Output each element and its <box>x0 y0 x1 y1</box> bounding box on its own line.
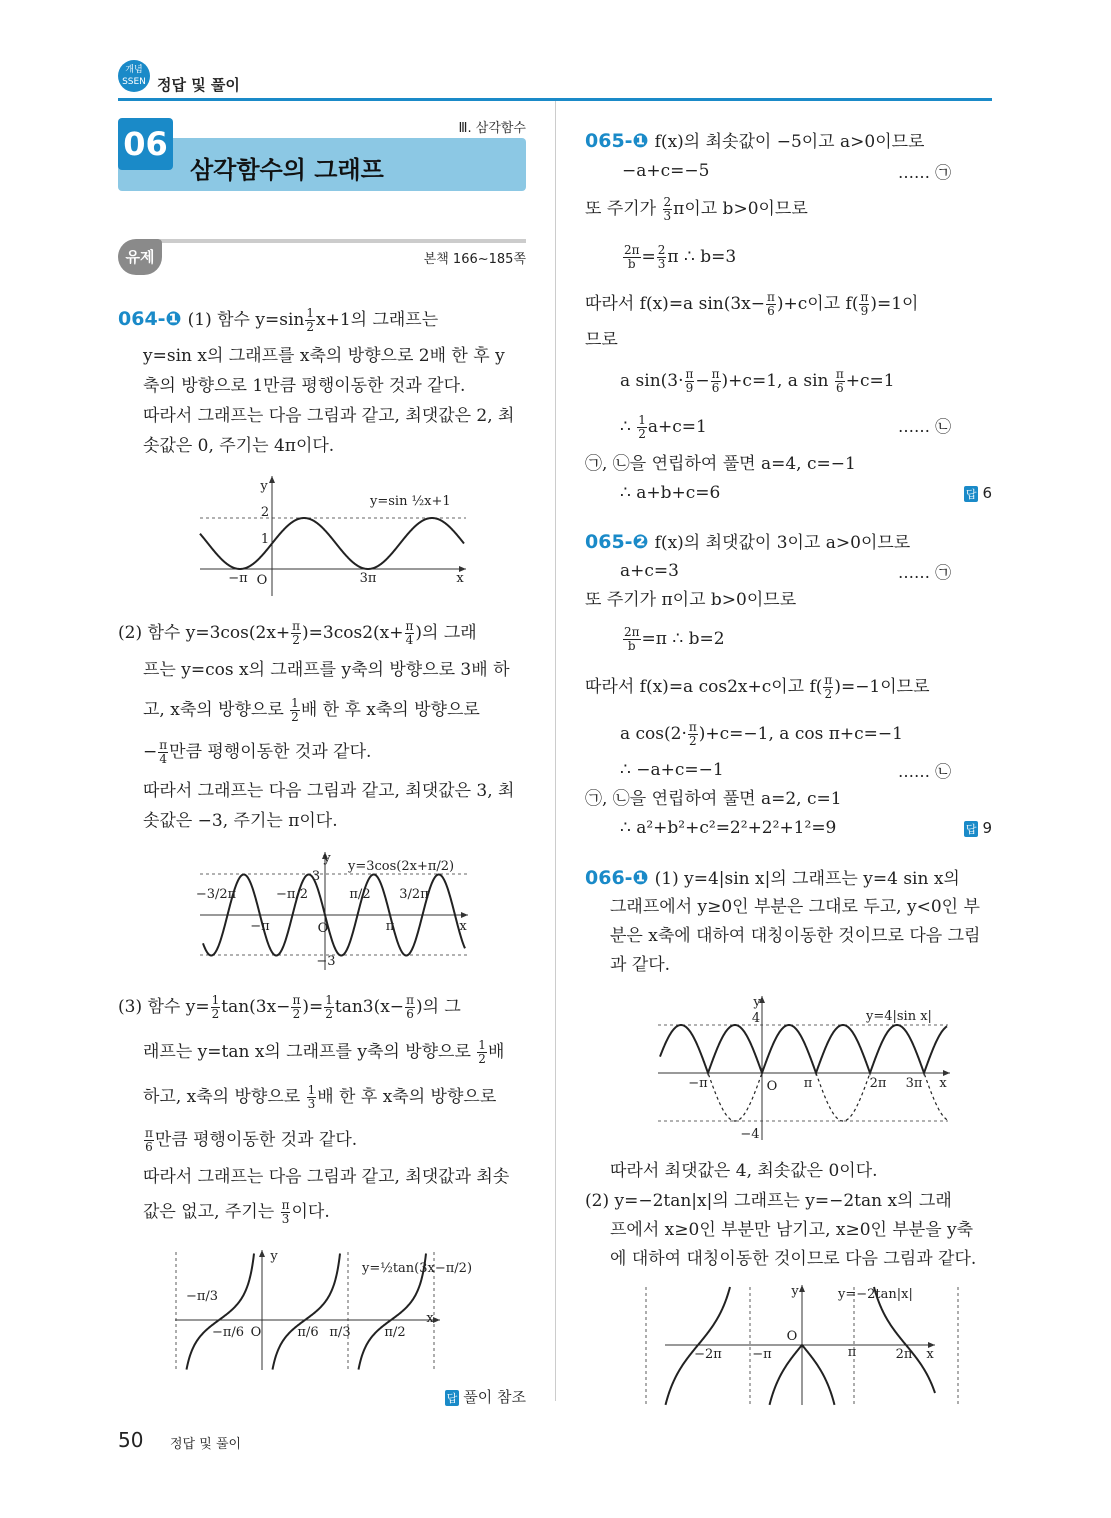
text: ∴ −a+c=−1 <box>620 760 724 780</box>
text: 또 주기가 π이고 b>0이므로 <box>585 590 797 610</box>
graph-label: y=−2tan|x| <box>838 1287 913 1302</box>
text: 배 한 후 x축의 방향으로 <box>300 700 480 720</box>
text: 에 대하여 대칭이동한 것이므로 다음 그림과 같다. <box>610 1249 977 1269</box>
fraction: $\frac{\pi}{2}$ <box>688 720 697 748</box>
tick-label: −2π <box>694 1347 722 1362</box>
fraction: $\frac{1}{3}$ <box>307 1083 316 1111</box>
tick-label: O <box>766 1079 778 1094</box>
tick-label: 4 <box>751 1011 761 1026</box>
text: a sin(3· <box>620 371 684 391</box>
text: )+c=−1, a cos π+c=−1 <box>698 724 903 744</box>
fraction: $\frac{1}{2}$ <box>478 1038 486 1066</box>
text: 솟값은 −3, 주기는 π이다. <box>143 811 338 831</box>
tick-label: x <box>459 919 467 934</box>
problem-number: 065-❶ <box>585 130 649 152</box>
text: )=3cos2(x+ <box>302 623 404 643</box>
fraction: $\frac{2}{3}$ <box>657 243 666 271</box>
fraction: $\frac{\pi}{6}$ <box>767 290 775 318</box>
fraction: $\frac{\pi}{2}$ <box>824 673 833 701</box>
fraction: $\frac{1}{2}$ <box>291 696 299 724</box>
chapter-number: 06 <box>118 118 173 170</box>
equation-tag: …… ㉡ <box>898 417 952 436</box>
text: f(x)의 최댓값이 3이고 a>0이므로 <box>654 533 911 553</box>
fraction: $\frac{2\pi}{b}$ <box>624 243 640 271</box>
tick-label: −4 <box>740 1127 760 1142</box>
tick-label: −π <box>250 919 270 934</box>
text: 프에서 x≥0인 부분만 남기고, x≥0인 부분을 y축 <box>610 1220 974 1240</box>
text: (1) y=4|sin x|의 그래프는 y=4 sin x의 <box>654 869 960 889</box>
answer-mark-icon: 답 <box>965 488 977 501</box>
text: 고, x축의 방향으로 <box>143 700 290 720</box>
tick-label: −3 <box>316 954 336 969</box>
answer-value: 풀이 참조 <box>463 1388 526 1406</box>
header-title: 정답 및 풀이 <box>157 76 240 94</box>
text: 따라서 그래프는 다음 그림과 같고, 최댓값은 2, 최 <box>143 406 515 426</box>
text: (2) 함수 y=3cos(2x+ <box>118 623 291 643</box>
text: 과 같다. <box>610 955 671 975</box>
problem-number: 064-❶ <box>118 308 182 330</box>
fraction: $\frac{\pi}{6}$ <box>406 993 414 1021</box>
text: )= <box>302 997 324 1017</box>
fraction: $\frac{\pi}{2}$ <box>292 993 301 1021</box>
text: 따라서 그래프는 다음 그림과 같고, 최댓값과 최솟 <box>143 1167 510 1187</box>
tick-label: 3π <box>359 571 377 586</box>
tick-label: −π/3 <box>185 1289 219 1304</box>
tick-label: y <box>791 1284 799 1299</box>
text: 그래프에서 y≥0인 부분은 그대로 두고, y<0인 부 <box>610 897 980 917</box>
x-axis-arrow-icon <box>461 912 468 918</box>
text: π ∴ b=3 <box>667 247 737 267</box>
text: )+c이고 f( <box>776 294 859 314</box>
chapter-unit: Ⅲ. 삼각함수 <box>458 121 526 136</box>
y-axis-arrow-icon <box>259 1250 265 1257</box>
text: )+c=1, a sin <box>721 371 834 391</box>
equation-tag: …… ㉠ <box>898 563 952 582</box>
text: − <box>143 742 158 762</box>
equation-tag: …… ㉡ <box>898 762 952 781</box>
text: =π ∴ b=2 <box>641 629 725 649</box>
tick-label: x <box>426 1311 434 1326</box>
text: π이고 b>0이므로 <box>673 199 808 219</box>
tick-label: O <box>250 1325 262 1340</box>
tick-label: −π/6 <box>211 1325 245 1340</box>
tick-label: π/2 <box>349 887 371 902</box>
tick-label: 2π <box>869 1076 887 1091</box>
text: 프는 y=cos x의 그래프를 y축의 방향으로 3배 하 <box>143 660 510 680</box>
text: 또 주기가 <box>585 199 662 219</box>
tick-label: −π/2 <box>275 887 309 902</box>
graph-label: y=4|sin x| <box>866 1009 932 1024</box>
tick-label: x <box>939 1076 947 1091</box>
page-number: 50 <box>118 1428 144 1452</box>
graph-label: y=sin ½x+1 <box>370 494 451 509</box>
text: x+1의 그래프는 <box>315 310 439 330</box>
text: tan(3x− <box>221 997 291 1017</box>
text: tan3(x− <box>334 997 405 1017</box>
tick-label: x <box>926 1347 934 1362</box>
section-badge: 유제 <box>118 239 162 275</box>
text: f(x)의 최솟값이 −5이고 a>0이므로 <box>654 132 925 152</box>
tick-label: 3 <box>311 869 321 884</box>
tick-label: O <box>786 1329 798 1344</box>
text: (1) 함수 y=sin <box>187 310 305 330</box>
text: −a+c=−5 <box>622 161 710 181</box>
tick-label: 3/2π <box>399 887 429 902</box>
tick-label: π <box>803 1076 813 1091</box>
function-curve <box>660 1025 947 1073</box>
fraction: $\frac{\pi}{4}$ <box>159 738 168 766</box>
text: 므로 <box>585 330 618 350</box>
tick-label: π <box>847 1345 857 1360</box>
text: 배 <box>487 1042 505 1062</box>
tick-label: x <box>456 571 464 586</box>
text: a+c=1 <box>647 417 707 437</box>
tick-label: y <box>260 479 268 494</box>
fraction: $\frac{\pi}{4}$ <box>405 619 414 647</box>
text: 이다. <box>291 1202 330 1222</box>
tick-label: −3/2π <box>195 887 237 902</box>
fraction: $\frac{\pi}{2}$ <box>292 619 301 647</box>
text: 만큼 평행이동한 것과 같다. <box>169 742 372 762</box>
text: )=1이 <box>870 294 919 314</box>
text: 솟값은 0, 주기는 4π이다. <box>143 436 335 456</box>
text: )의 그 <box>415 997 461 1017</box>
tick-label: π/2 <box>384 1325 406 1340</box>
tick-label: 2π <box>895 1347 913 1362</box>
text: − <box>695 371 710 391</box>
text: ∴ a+b+c=6 <box>620 483 721 503</box>
fraction: $\frac{\pi}{6}$ <box>835 367 844 395</box>
fraction: $\frac{2\pi}{b}$ <box>624 625 640 653</box>
tick-label: 3π <box>905 1076 923 1091</box>
text: = <box>641 247 656 267</box>
tick-label: π <box>385 919 395 934</box>
text: )=−1이므로 <box>834 677 930 697</box>
text: 하고, x축의 방향으로 <box>143 1087 306 1107</box>
tick-label: π/3 <box>329 1325 351 1340</box>
text: 따라서 f(x)=a sin(3x− <box>585 294 765 314</box>
fraction: $\frac{\pi}{3}$ <box>281 1198 290 1226</box>
answer-value: 9 <box>982 819 992 837</box>
text: +c=1 <box>845 371 895 391</box>
answer-mark-icon: 답 <box>965 823 977 836</box>
graph-label: y=½tan(3x−π/2) <box>362 1261 473 1276</box>
y-axis-arrow-icon <box>799 1285 805 1292</box>
fraction: $\frac{1}{2}$ <box>211 993 220 1021</box>
fraction: $\frac{1}{2}$ <box>638 413 646 441</box>
tick-label: y <box>270 1249 278 1264</box>
text: 따라서 최댓값은 4, 최솟값은 0이다. <box>610 1161 878 1181</box>
equation-tag: …… ㉠ <box>898 163 952 182</box>
text: 분은 x축에 대하여 대칭이동한 것이므로 다음 그림 <box>610 926 981 946</box>
text: 따라서 그래프는 다음 그림과 같고, 최댓값은 3, 최 <box>143 781 515 801</box>
text: ㉠, ㉡을 연립하여 풀면 a=4, c=−1 <box>585 454 856 474</box>
fraction: $\frac{1}{2}$ <box>306 306 314 334</box>
function-curve <box>666 1287 936 1405</box>
tick-label: −π <box>688 1076 708 1091</box>
tick-label: 2 <box>260 505 270 520</box>
tick-label: −π <box>752 1347 772 1362</box>
chapter-title: 삼각함수의 그래프 <box>190 156 384 184</box>
tick-label: y <box>753 995 761 1010</box>
problem-number: 066-❶ <box>585 867 649 889</box>
text: ∴ a²+b²+c²=2²+2²+1²=9 <box>620 818 837 838</box>
graph-label: y=3cos(2x+π/2) <box>348 859 455 874</box>
text: )의 그래 <box>415 623 477 643</box>
problem-number: 065-❷ <box>585 531 649 553</box>
text: ∴ <box>620 417 637 437</box>
text: 값은 없고, 주기는 <box>143 1202 280 1222</box>
text: (2) y=−2tan|x|의 그래프는 y=−2tan x의 그래 <box>585 1191 952 1211</box>
fraction: $\frac{\pi}{6}$ <box>711 367 720 395</box>
text: (3) 함수 y= <box>118 997 210 1017</box>
tick-label: O <box>256 573 268 588</box>
tick-label: 1 <box>260 532 270 547</box>
footer-title: 정답 및 풀이 <box>170 1437 242 1452</box>
answer-value: 6 <box>982 484 992 502</box>
y-axis-arrow-icon <box>269 476 275 483</box>
text: 축의 방향으로 1만큼 평행이동한 것과 같다. <box>143 376 466 396</box>
text: a+c=3 <box>620 561 679 581</box>
fraction: $\frac{\pi}{6}$ <box>145 1126 153 1154</box>
section-pages: 본책 166~185쪽 <box>423 252 526 267</box>
fraction: $\frac{\pi}{9}$ <box>685 367 694 395</box>
text: 배 한 후 x축의 방향으로 <box>317 1087 497 1107</box>
text: 래프는 y=tan x의 그래프를 y축의 방향으로 <box>143 1042 477 1062</box>
tick-label: −π <box>228 571 248 586</box>
logo-top: 개념 <box>125 65 143 75</box>
text: a cos(2· <box>620 724 687 744</box>
text: y=sin x의 그래프를 x축의 방향으로 2배 한 후 y <box>143 346 505 366</box>
fraction: $\frac{\pi}{9}$ <box>860 290 869 318</box>
tick-label: π/6 <box>297 1325 319 1340</box>
text: 만큼 평행이동한 것과 같다. <box>154 1130 358 1150</box>
function-curve <box>200 518 464 569</box>
text: ㉠, ㉡을 연립하여 풀면 a=2, c=1 <box>585 789 842 809</box>
fraction: $\frac{1}{2}$ <box>325 993 333 1021</box>
tick-label: y <box>323 851 331 866</box>
tick-label: O <box>317 921 329 936</box>
answer-mark-icon: 답 <box>446 1392 458 1405</box>
logo-bottom: SSEN <box>122 77 146 87</box>
fraction: $\frac{2}{3}$ <box>663 195 672 223</box>
text: 따라서 f(x)=a cos2x+c이고 f( <box>585 677 823 697</box>
